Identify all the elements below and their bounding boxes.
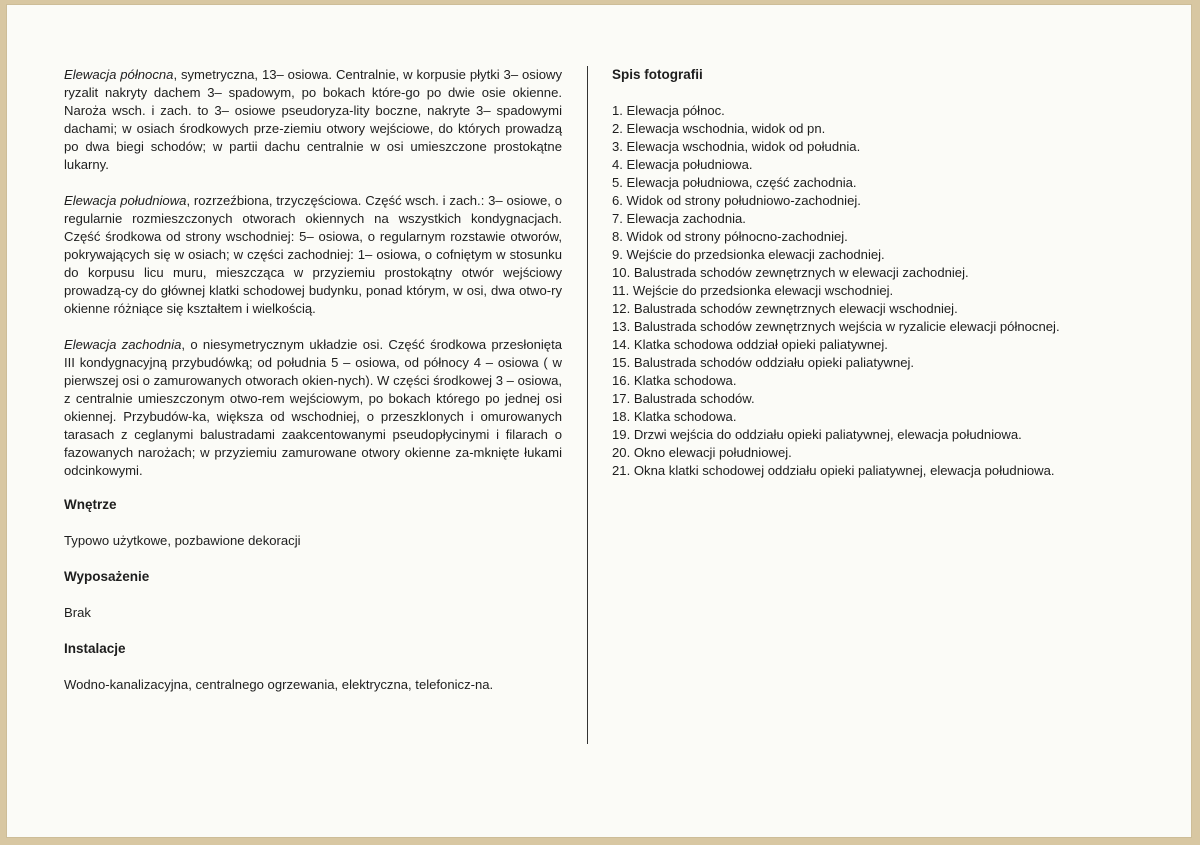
photo-list-item: 10. Balustrada schodów zewnętrznych w elewacji zachodniej.	[612, 265, 969, 280]
interior-heading: Wnętrze	[64, 497, 117, 512]
north-elevation-title: Elewacja północna	[64, 67, 174, 82]
photo-list-item: 5. Elewacja południowa, część zachodnia.	[612, 175, 857, 190]
photo-list-item: 3. Elewacja wschodnia, widok od południa.	[612, 139, 861, 154]
south-elevation-title: Elewacja południowa	[64, 193, 187, 208]
description-column	[64, 66, 562, 712]
installations-text: Wodno-kanalizacyjna, centralnego ogrzewania, elektryczna, telefonicz-na.	[64, 677, 494, 692]
photo-list-heading: Spis fotografii	[612, 67, 703, 82]
photo-list-item: 6. Widok od strony południowo-zachodniej.	[612, 193, 861, 208]
west-elevation-paragraph	[64, 336, 562, 480]
photo-list-item: 8. Widok od strony północno-zachodniej.	[612, 229, 848, 244]
photo-list-item: 7. Elewacja zachodnia.	[612, 211, 746, 226]
west-elevation-title: Elewacja zachodnia	[64, 337, 182, 352]
photo-list-item: 9. Wejście do przedsionka elewacji zachodniej.	[612, 247, 885, 262]
photo-list-item: 20. Okno elewacji południowej.	[612, 445, 792, 460]
photo-list-item: 19. Drzwi wejścia do oddziału opieki paliatywnej, elewacja południowa.	[612, 427, 1022, 442]
photo-list-item: 11. Wejście do przedsionka elewacji wschodniej.	[612, 283, 894, 298]
south-elevation-paragraph	[64, 192, 562, 318]
photo-list-item: 13. Balustrada schodów zewnętrznych wejścia w ryzalicie elewacji północnej.	[612, 319, 1060, 334]
photo-list-column	[612, 66, 1172, 480]
photo-list-item: 4. Elewacja południowa.	[612, 157, 753, 172]
column-divider	[587, 66, 588, 744]
photo-list	[612, 102, 1172, 480]
photo-list-item: 18. Klatka schodowa.	[612, 409, 737, 424]
north-elevation-paragraph	[64, 66, 562, 174]
photo-list-item: 17. Balustrada schodów.	[612, 391, 755, 406]
equipment-text: Brak	[64, 605, 91, 620]
installations-heading: Instalacje	[64, 641, 126, 656]
photo-list-item: 1. Elewacja północ.	[612, 103, 725, 118]
photo-list-item: 14. Klatka schodowa oddział opieki paliatywnej.	[612, 337, 888, 352]
equipment-heading: Wyposażenie	[64, 569, 150, 584]
north-elevation-text: , symetryczna, 13– osiowa. Centralnie, w korpusie płytki 3– osiowy ryzalit nakryty dachem 3– spadowym, po bokach które-go po dwie osie okienne. Naroża wsch. i zach. to 3– osiowe pseudoryza-lity boczne, nakryte 3– spadowymi dachami; w osiach środkowych prze-ziemiu otwory wejściowe, do których prowadzą po dwa biegi schodów; w partii dachu centralnie w osi umieszczone prostokątne lukarny.	[64, 67, 563, 172]
photo-list-item: 16. Klatka schodowa.	[612, 373, 737, 388]
west-elevation-text: , o niesymetrycznym układzie osi. Część środkowa przesłonięta III kondygnacyjną przybudówką; od południa 5 – osiowa, od północy 4 – osiowa ( w pierwszej osi o zamurowanych otworach okien-nych). W części środkowej 3 – osiowa, z centralnie umieszczonym otwo-rem wejściowym, po bokach którego po jednej osi okiennej. Przybudów-ka, większa od wschodniej, o przeszklonych i omurowanych tarasach z ceglanymi balustradami zaakcentowanymi pseudopłycinymi i filarach o fazowanych narożach; w przyziemiu zamurowane otwory okienne za-mknięte łukami odcinkowymi.	[64, 337, 563, 478]
photo-list-item: 21. Okna klatki schodowej oddziału opieki paliatywnej, elewacja południowa.	[612, 463, 1055, 478]
interior-text: Typowo użytkowe, pozbawione dekoracji	[64, 533, 301, 548]
south-elevation-text: , rozrzeźbiona, trzyczęściowa. Część wsch. i zach.: 3– osiowe, o regularnie rozmieszczonych otworach okiennych na wszystkich kondygnacjach. Część środkowa od strony wschodniej: 5– osiowa, o regularnym rozstawie otworów, pokrywających się w osiach; w części zachodniej: 1– osiowa, o cofniętym w stosunku do korpusu licu muru, mieszcząca w przyziemiu prostokątny otwór wejściowy prowadzą-cy do głównej klatki schodowej budynku, ponad którym, w osi, dwa otwo-ry okienne różniące się kształtem i wielkością.	[64, 193, 562, 316]
photo-list-item: 2. Elewacja wschodnia, widok od pn.	[612, 121, 826, 136]
photo-list-item: 12. Balustrada schodów zewnętrznych elewacji wschodniej.	[612, 301, 958, 316]
photo-list-item: 15. Balustrada schodów oddziału opieki paliatywnej.	[612, 355, 915, 370]
